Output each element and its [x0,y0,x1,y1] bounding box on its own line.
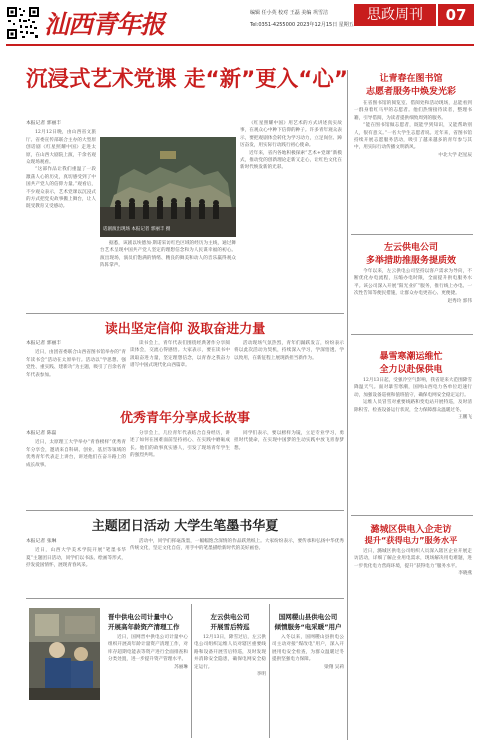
zuoyun-snow-body [194,634,266,738]
lead-byline: 本报记者 郭丽丰 [26,121,62,126]
section-divider [26,313,344,314]
section-title: 思政周刊 [354,4,436,26]
snowstorm-paragraph: 运维人员冒雪对重要线路和变电站开展特巡，及时清除积雪、检查设备运行状况，全力保障群众温暖过冬。 [354,400,472,413]
jinzhong-paragraph: 近日，国网晋中供电公司计量中心组织开展高年龄计量资产清理工作，对库存超期电能表等资产进行全面排查和分类处置，进一步提升资产管理水平。 [108,635,188,663]
lead-paragraph: 《红星照耀中国》用艺术的方式讲述真实故事，在观众心中种下信仰的种子。许多青年观众表示，要把观剧体会转化为学习动力，立足岗位、踔厉奋发，用实际行动践行初心使命。 [240,121,342,149]
newspaper-masthead: 汕西青年报 [44,10,165,39]
study-paragraph: 读书会上，青年代表们围绕经典著作分享阅读体会，交流心得感悟。大家表示，要在读书中汲取奋进力量，坚定理想信念，以青春之我奋力谱写中国式现代化山西篇章。 [130,341,230,369]
study-col-3 [234,340,344,404]
lecture-paragraph: 近日，山西大学美术学院开展“笔墨书华夏”主题团日活动，同学们以书法、绘画等形式，抒发爱国情怀，展现青春风采。 [26,548,126,569]
zuoyun-paragraph: 今年以来，左云供电公司坚持以客户需求为导向，不断优化办电流程，压缩办电时限，全面提升供电服务水平。该公司深入开展“阳光业扩”服务，推行线上办电、一次性告知等便民措施，让群众办电更省心、更便捷。 [354,269,472,297]
lead-col-2 [100,240,236,306]
lead-paragraph: “这部作品让我们重温了一段激荡人心的历史，真切感受到了中国共产党人的信仰力量。”观看后，不少观众表示，艺术党课以沉浸式的方式把党史故事搬上舞台，让人既受教育又受感动。 [26,167,96,210]
snowstorm-headline-line1: 暴雪寒潮运维忙 [379,352,443,362]
study-col-1 [26,340,126,404]
editorial-staff: 编辑 任小英 校对 王磊 美编 巩雪洁 [250,10,328,16]
youth-col-1 [26,430,126,506]
youth-col-2 [130,430,230,506]
volunteer-body [354,100,472,228]
section-divider [351,334,473,335]
snowstorm-byline: 王鹏飞 [458,415,472,421]
zuoyun-snow-paragraph: 12月13日，降雪过后，左云供电公司组织运维人员对辖区重要线路和设备开展雪后特巡，及时发现并消除安全隐患，确保电网安全稳定运行。 [194,635,266,670]
jinzhong-headline-line2: 开展高年龄资产清理工作 [108,623,180,631]
section-divider [26,510,344,511]
column-divider [269,604,270,738]
youth-paragraph: 同学们表示，要以榜样为镜，立足专业学习，勇担时代使命，在实现中国梦的生动实践中放飞青春梦想。 [234,431,344,451]
study-paragraph: 近日，由团省委联合山西省图书馆举办的“青年读书会”活动在太原举行。活动以“学思想、强党性、重实践、建新功”为主题，吸引了百余名青年代表参加。 [26,350,126,378]
lecture-headline: 主题团日活动 大学生笔墨书华夏 [91,519,279,534]
lucheng-body [354,548,472,736]
lucheng-headline-line1: 潞城区供电入企走访 [370,525,452,535]
lead-paragraph: 12月12日晚，由山西省文旅厅、省委宣传部联合主办的大型原创话剧《红星照耀中国》走进太原，在山西大剧院上演，千余名观众现场观看。 [26,130,96,166]
lead-headline: 沉浸式艺术党课 走“新”更入“心” [26,67,349,92]
study-paragraph: 活动现场气氛热烈，青年们踊跃发言，纷纷表示将以此次活动为契机，持续深入学习，学深悟透、学以致用，在新征程上展现新担当新作为。 [234,341,344,361]
issue-date: Tel:0351-4255000 2023年12月15日 星期五 [250,22,354,28]
lead-photo-caption: 话剧演出现场 本报记者 郭丽丰 摄 [103,227,171,232]
lecture-paragraph: 活动中，同学们挥毫泼墨，一幅幅饱含深情的作品跃然纸上。大家纷纷表示，要传承和弘扬中华优秀传统文化，坚定文化自信，用手中的笔墨描绘新时代的美好画卷。 [130,539,344,552]
lead-paragraph: 据悉，该剧以埃德加·斯诺采访红色区域的经历为主线，通过舞台艺术呈现中国共产党人坚定的理想信念和为人民谋幸福的初心。演出现场，演员们饱满的情绪、精良的舞美和动人的音乐赢得观众阵阵掌声。 [100,241,236,269]
section-divider [26,598,344,599]
column-divider [347,70,348,740]
volunteer-headline-line1: 让青春在图书馆 [379,74,443,84]
jishan-paragraph: 入冬以来，国网稷山县供电公司主动对接“煤改电”用户，深入开展用电安全检查，为群众温暖过冬提供坚强电力保障。 [272,635,344,663]
study-headline: 读出坚定信仰 汲取奋进力量 [104,322,266,337]
snowstorm-paragraph: 12月13日起，受强冷空气影响，我省迎来大范围降雪降温天气。面对暴雪寒潮，国网山西电力各单位迅速行动，加强设备巡视和值班值守，确保电网安全稳定运行。 [354,378,472,398]
lecture-byline: 本报记者 张琳 [26,539,57,544]
section-divider [351,234,473,235]
qr-code [6,6,40,40]
jishan-byline: 梁翔 吴莉 [324,664,344,670]
youth-byline: 本报记者 陈磊 [26,431,57,436]
lead-paragraph: 近年来，省内各地积极探索“艺术+党课”新模式，推动党的创新理论走新又走心，让红色文化在新时代焕发新的光彩。 [240,150,342,171]
jinzhong-byline: 苏丽琳 [174,664,188,670]
lecture-col-1 [26,538,126,594]
zuoyun-byline: 赵秀玲 郭伟 [447,298,472,304]
jinzhong-body [108,634,188,738]
zuoyun-body [354,268,472,330]
lucheng-paragraph: 近日，潞城区供电公司组织人员深入辖区企业开展走访活动，详细了解企业用电需求，现场解决用电难题，进一步优化电力营商环境，提升“获得电力”服务水平。 [354,549,472,569]
snowstorm-headline-line2: 全力以赴保供电 [379,365,443,375]
study-col-2 [130,340,230,404]
column-divider [191,604,192,738]
zuoyun-snow-byline: 李明 [256,672,266,678]
lucheng-byline: 李晓燕 [458,571,472,577]
youth-headline: 优秀青年分享成长故事 [119,411,250,426]
study-byline: 本报记者 郭丽丰 [26,341,62,346]
header-rule [6,44,474,46]
zuoyun-snow-headline-line1: 左云供电公司 [210,613,250,621]
snowstorm-body [354,377,472,511]
page-number: 07 [438,4,474,26]
lead-col-1 [26,120,96,306]
staff-work-photo [29,608,100,700]
lead-col-3 [240,120,342,306]
zuoyun-headline-line1: 左云供电公司 [383,243,438,253]
volunteer-byline: 中北大学 赵星辰 [438,152,472,158]
lecture-col-2 [130,538,344,594]
zuoyun-headline-line2: 多举措助推服务提质效 [365,256,456,266]
youth-paragraph: 近日，太原理工大学举办“青春榜样”优秀青年分享会，邀请来自科研、创业、基层等领域的优秀青年代表走上讲台，讲述他们在奋斗路上的成长故事。 [26,440,126,468]
volunteer-paragraph: 在省图书馆的阅览室、借阅处和活动现场，总能看到一群身着红马甲的志愿者。他们热情接待读者，整理书籍，引导借阅，为读者提供细致周到的服务。 [354,101,472,121]
volunteer-paragraph: “能在图书馆做志愿者，既能学到知识，又能帮助别人，很有意义。”一名大学生志愿者说。近年来，省图书馆持续开展志愿服务活动，吸引了越来越多的青年参与其中，用实际行动传播文明新风。 [354,123,472,151]
lead-photo-stage [100,137,236,237]
section-divider [351,515,473,516]
volunteer-headline-line2: 志愿者服务中焕发光彩 [365,87,456,97]
jishan-body [272,634,344,738]
jinzhong-headline-line1: 晋中供电公司计量中心 [108,613,173,621]
lucheng-headline-line2: 提升“获得电力”服务水平 [364,535,458,545]
zuoyun-snow-headline-line2: 开展雪后特巡 [210,623,250,631]
youth-paragraph: 分享会上，几位青年代表结合自身经历，讲述了如何在困难面前坚持初心、在实践中磨砺成长。他们的故事真实感人，引发了现场青年学生的强烈共鸣。 [130,431,230,459]
jishan-headline-line2: 倾情服务“电采暖”用户 [274,623,342,631]
youth-col-3 [234,430,344,506]
jishan-headline-line1: 国网稷山县供电公司 [278,613,338,621]
